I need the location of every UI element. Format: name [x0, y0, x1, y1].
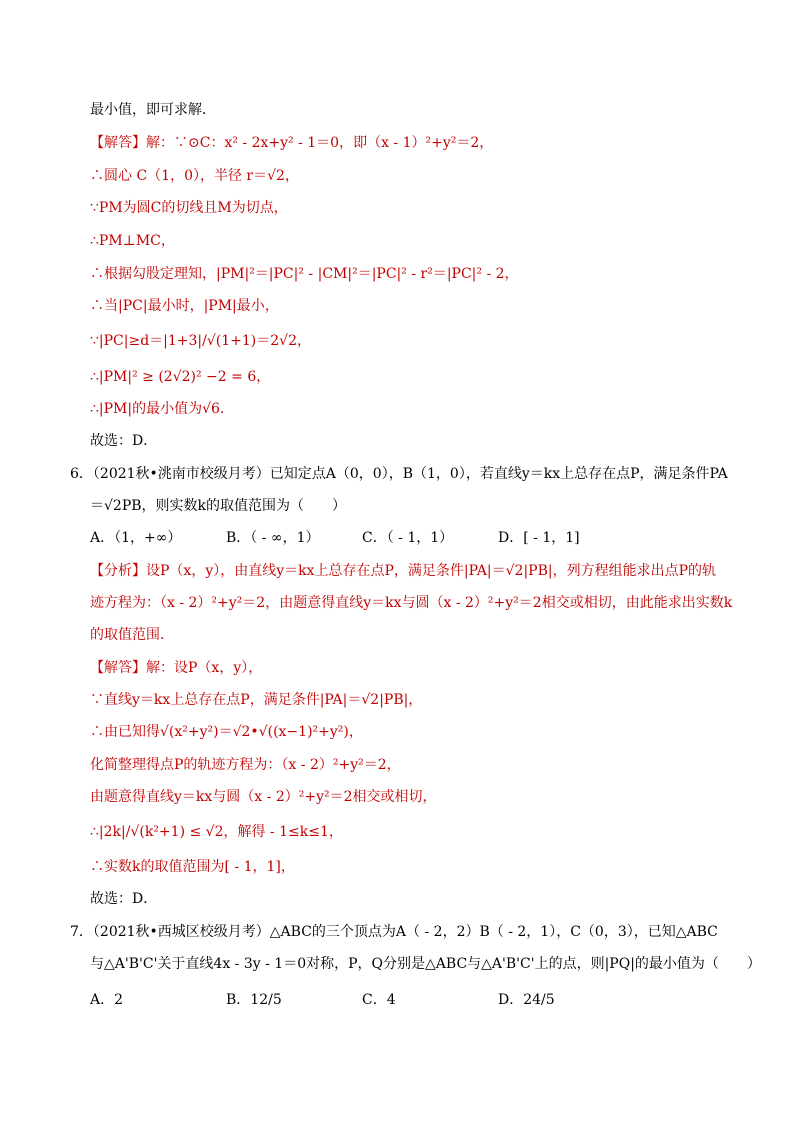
solution-line: 化简整理得点P的轨迹方程为：（x - 2）²+y²＝2， [90, 757, 401, 773]
solution-line: ∴圆心 C（1，0），半径 r＝√2， [90, 168, 299, 184]
answer-choice: 故选：D． [90, 891, 158, 907]
solution-line: ∵|PC|≥d＝|1+3|/√(1+1)＝2√2， [90, 333, 311, 349]
question-7-stem-cont: 与△A'B'C'关于直线4x - 3y - 1＝0对称，P，Q分别是△ABC与△A'B'C'上的点，则|PQ|的最小值为（ ） [90, 956, 761, 972]
solution-line: ∴|2k|/√(k²+1) ≤ √2，解得 - 1≤k≤1， [90, 824, 343, 840]
solution-line: 【解答】解：∵⊙C：x² - 2x+y² - 1＝0，即（x - 1）²+y²＝2， [90, 135, 494, 151]
solution-line: ∴|PM|的最小值为√6． [90, 401, 234, 417]
solution-line: ∴根据勾股定理知，|PM|²＝|PC|² - |CM|²＝|PC|² - r²＝|PC|² - 2， [90, 266, 519, 282]
solution-line: ∵PM为圆C的切线且M为切点， [90, 200, 288, 216]
solution-line: ∵直线y＝kx上总存在点P，满足条件|PA|＝√2|PB|， [90, 692, 423, 708]
option-b: B．（ - ∞，1） [226, 530, 320, 546]
analysis-line: 【分析】设P（x，y），由直线y＝kx上总存在点P，满足条件|PA|＝√2|PB|，列方程组能求出点P的轨 [90, 563, 716, 579]
option-c: C．（ - 1，1） [362, 530, 454, 546]
solution-line: ∴由已知得√(x²+y²)＝√2•√((x−1)²+y²)， [90, 724, 363, 740]
option-a: A．2 [90, 992, 124, 1008]
question-7-stem: 7．（2021秋•西城区校级月考）△ABC的三个顶点为A（ - 2，2）B（ - 2，1），C（0，3），已知△ABC [70, 924, 718, 940]
answer-choice: 故选：D． [90, 433, 158, 449]
analysis-line: 迹方程为：（x - 2）²+y²＝2，由题意得直线y＝kx与圆（x - 2）²+y²＝2相交或相切，由此能求出实数k [90, 595, 733, 611]
option-a: A．（1，+∞） [90, 530, 182, 546]
question-6-stem-cont: ＝√2PB，则实数k的取值范围为（ ） [90, 498, 347, 514]
option-b: B．12/5 [226, 992, 282, 1008]
analysis-line: 的取值范围． [90, 627, 174, 643]
solution-line: ∴当|PC|最小时，|PM|最小， [90, 298, 279, 314]
solution-line: 由题意得直线y＝kx与圆（x - 2）²+y²＝2相交或相切， [90, 789, 437, 805]
option-d: D．[ - 1，1] [498, 530, 580, 546]
solution-line: 【解答】解：设P（x，y）， [90, 660, 263, 676]
solution-line: ∴实数k的取值范围为[ - 1，1]， [90, 859, 295, 875]
solution-line: 最小值，即可求解． [90, 102, 216, 118]
solution-line: ∴PM⊥MC， [90, 233, 175, 249]
option-d: D．24/5 [498, 992, 555, 1008]
option-c: C．4 [362, 992, 396, 1008]
question-6-stem: 6．（2021秋•洮南市校级月考）已知定点A（0，0），B（1，0），若直线y＝kx上总存在点P，满足条件PA [70, 466, 728, 482]
solution-line: ∴|PM|² ≥ (2√2)² −2 = 6， [90, 369, 271, 385]
